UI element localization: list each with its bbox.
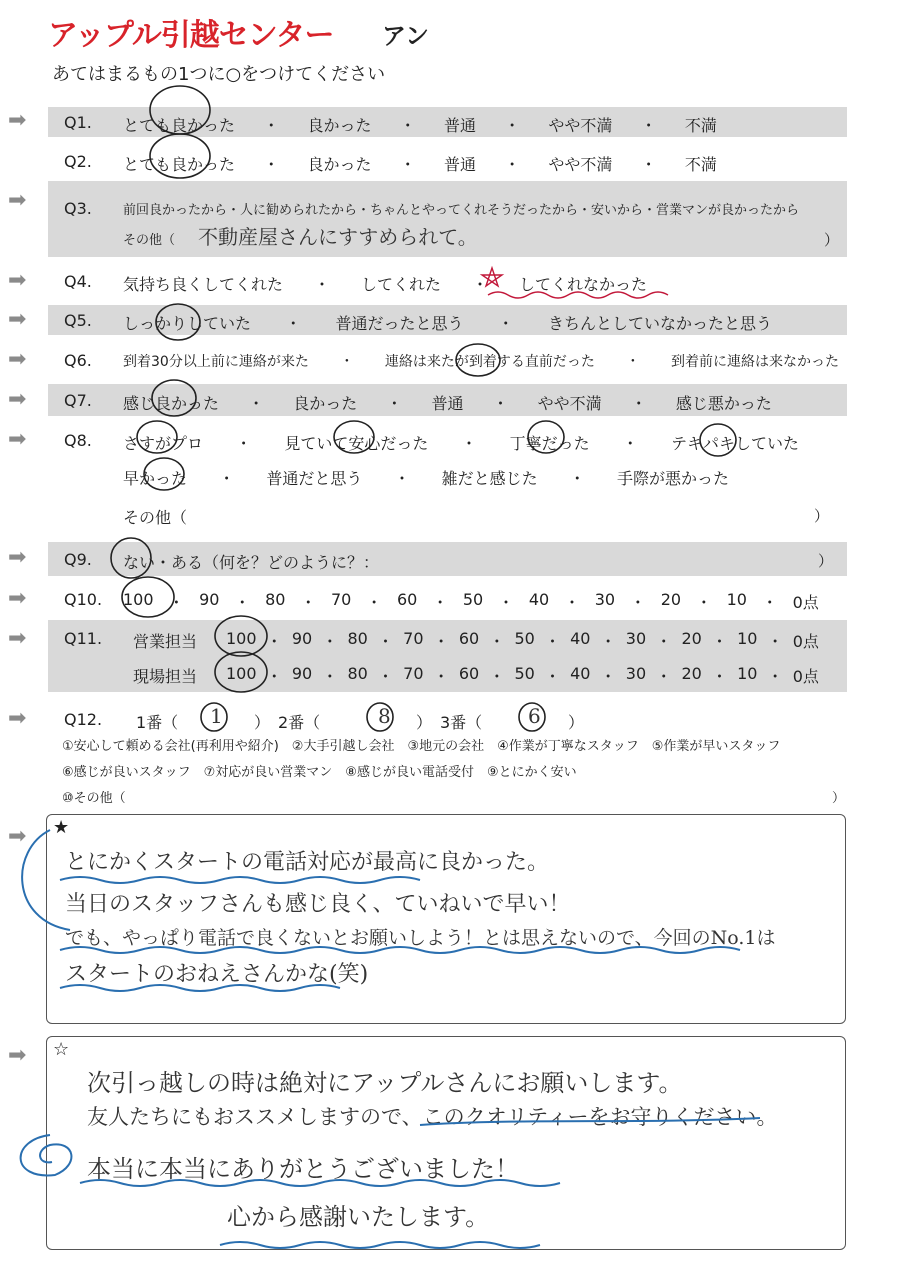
score-option[interactable]: 100	[226, 664, 257, 683]
option[interactable]: 到着前に連絡は来なかった	[670, 354, 839, 370]
answer-circle	[700, 424, 736, 456]
paren-close: ）	[813, 507, 829, 525]
option[interactable]: 到着30分以上前に連絡が来た	[123, 354, 309, 370]
rank-third-value[interactable]: 6	[528, 704, 541, 728]
separator: ・	[285, 314, 302, 333]
score-option[interactable]: 20	[681, 664, 702, 683]
score-option[interactable]: 30	[625, 629, 647, 648]
company-title-cont: アン	[382, 22, 430, 50]
handwritten-answer: 不動産屋さんにすすめられて。	[198, 225, 478, 249]
separator: ・	[625, 354, 640, 370]
paren-close: ）	[832, 791, 846, 806]
score-option[interactable]: 40	[570, 664, 591, 683]
separator: ・	[600, 667, 617, 686]
option[interactable]: 不満	[684, 116, 717, 135]
score-option[interactable]: 90	[199, 590, 220, 609]
separator: ・	[366, 593, 383, 612]
separator: ・	[544, 632, 561, 651]
blue-wavy-line	[60, 947, 740, 953]
separator: ・	[492, 394, 509, 413]
blue-wavy-line	[220, 1242, 540, 1248]
separator: ・	[655, 667, 672, 686]
arrow-right-icon: ➡	[8, 545, 27, 570]
question-label: Q3.	[64, 199, 92, 218]
rank-first-value[interactable]: 1	[210, 704, 223, 728]
separator: ・	[498, 593, 515, 612]
option[interactable]: きちんとしていなかったと思う	[547, 314, 772, 333]
separator: ・	[321, 632, 338, 651]
legend-line: ①安心して頼める会社(再利用や紹介) ②大手引越し会社 ③地元の会社 ④作業が丁寧なスタッフ ⑤作業が早いスタッフ	[62, 739, 781, 754]
separator: ・	[471, 275, 488, 294]
blue-spiral	[21, 1135, 72, 1175]
question-label: Q12.	[64, 710, 103, 729]
question-label: Q9.	[64, 550, 92, 569]
arrow-right-icon: ➡	[8, 824, 27, 849]
option[interactable]: 気持ち良くしてくれた	[123, 275, 284, 294]
separator: ・	[377, 632, 394, 651]
answer-circle	[201, 703, 227, 731]
arrow-right-icon: ➡	[8, 427, 27, 452]
option[interactable]: 見ていて安心だった	[284, 434, 429, 453]
score-option[interactable]: 0点	[792, 632, 819, 651]
legend-other: ⑩その他（	[62, 791, 126, 806]
handwritten-line: 当日のスタッフさんも感じ良く、ていねいで早い！	[65, 892, 571, 917]
company-title: アップル引越センター	[48, 18, 334, 53]
separator: ・	[248, 394, 265, 413]
separator: ・	[433, 632, 450, 651]
option[interactable]: 丁寧だった	[509, 434, 590, 453]
option[interactable]: さすがプロ	[123, 434, 204, 453]
separator: ・	[655, 632, 672, 651]
arrow-right-icon: ➡	[8, 1043, 27, 1068]
answer-circle	[215, 652, 267, 692]
answer-circle	[334, 421, 374, 453]
question-label: Q2.	[64, 152, 92, 171]
answer-circle	[152, 380, 196, 416]
handwritten-line: 心から感謝いたします。	[227, 1203, 490, 1231]
separator: ・	[767, 667, 784, 686]
separator: ・	[488, 667, 505, 686]
answer-circle	[367, 703, 393, 731]
answer-circle	[528, 421, 564, 453]
question-label: Q6.	[64, 351, 92, 370]
score-option[interactable]: 40	[528, 590, 550, 609]
score-option[interactable]: 50	[462, 590, 484, 609]
handwritten-line: とにかくスタートの電話対応が最高に良かった。	[65, 850, 550, 875]
handwritten-line: でも、やっぱり電話で良くないとお願いしよう！とは思えないので、今回のNo.1は	[65, 927, 776, 949]
score-option[interactable]: 100	[123, 590, 154, 609]
question-label: Q4.	[64, 272, 92, 291]
arrow-right-icon: ➡	[8, 347, 27, 372]
answer-circle	[144, 458, 184, 490]
answer-circle	[456, 344, 500, 376]
score-option[interactable]: 60	[458, 664, 480, 683]
separator: ・	[630, 394, 647, 413]
separator: ・	[168, 593, 185, 612]
answer-circle	[111, 538, 151, 578]
option[interactable]: 普通	[443, 116, 476, 135]
separator: ・	[563, 593, 580, 612]
option[interactable]: 普通	[431, 394, 464, 413]
option[interactable]: 連絡は来たが到着する直前だった	[384, 354, 595, 370]
separator: ・	[235, 434, 252, 453]
option[interactable]: 手際が悪かった	[616, 469, 729, 488]
score-option[interactable]: 20	[681, 629, 702, 648]
separator: ・	[695, 593, 712, 612]
sales-label: 営業担当	[133, 632, 198, 651]
separator: ・	[218, 469, 235, 488]
option[interactable]: やや不満	[548, 116, 613, 135]
question-label: Q8.	[64, 431, 92, 450]
rank-end: ）	[568, 713, 585, 732]
red-star-mark	[482, 268, 502, 286]
score-option[interactable]: 70	[403, 629, 424, 648]
option[interactable]: しっかりしていた	[123, 314, 252, 333]
option[interactable]: してくれなかった	[518, 275, 647, 294]
separator: ・	[300, 593, 317, 612]
arrow-right-icon: ➡	[8, 706, 27, 731]
separator: ・	[377, 667, 394, 686]
score-option[interactable]: 50	[514, 629, 535, 648]
arrow-right-icon: ➡	[8, 387, 27, 412]
question-label: Q7.	[64, 391, 92, 410]
legend-line: ⑥感じが良いスタッフ ⑦対応が良い営業マン ⑧感じが良い電話受付 ⑨とにかく安い	[62, 765, 577, 780]
separator: ・	[504, 116, 521, 135]
red-wavy-underline	[488, 292, 668, 298]
score-option[interactable]: 0点	[792, 593, 819, 612]
question-label: Q10.	[64, 590, 103, 609]
score-option[interactable]: 10	[726, 590, 747, 609]
option[interactable]: 良かった	[307, 155, 372, 174]
score-option[interactable]: 0点	[792, 667, 819, 686]
option[interactable]: してくれた	[360, 275, 441, 294]
separator: ・	[600, 632, 617, 651]
option[interactable]: 普通だったと思う	[335, 314, 464, 333]
separator: ・	[488, 632, 505, 651]
option[interactable]: 普通	[443, 155, 476, 174]
score-option[interactable]: 80	[265, 590, 286, 609]
separator: ・	[622, 434, 639, 453]
separator: ・	[761, 593, 778, 612]
separator: ・	[339, 354, 354, 370]
separator: ・	[767, 632, 784, 651]
rank-third-label: ） 3番（	[416, 713, 483, 732]
arrow-right-icon: ➡	[8, 108, 27, 133]
rank-second-value[interactable]: 8	[378, 704, 391, 728]
answer-circle	[519, 703, 545, 731]
separator: ・	[711, 667, 728, 686]
handwritten-line: スタートのおねえさんかな(笑)	[65, 962, 369, 987]
score-option[interactable]: 100	[226, 629, 257, 648]
separator: ・	[234, 593, 251, 612]
score-option[interactable]: 70	[331, 590, 352, 609]
option[interactable]: とても良かった	[123, 116, 236, 135]
separator: ・	[460, 434, 477, 453]
score-option[interactable]: 50	[514, 664, 535, 683]
separator: ・	[497, 314, 514, 333]
separator: ・	[266, 667, 283, 686]
paren-close: ）	[817, 552, 833, 570]
instruction-text: あてはまるもの1つに○をつけてください	[52, 64, 386, 85]
answer-circle	[122, 577, 174, 617]
answer-circle	[150, 86, 210, 134]
separator: ・	[711, 632, 728, 651]
answer-circle	[156, 304, 200, 340]
option[interactable]: 良かった	[293, 394, 358, 413]
score-option[interactable]: 80	[347, 664, 368, 683]
separator: ・	[640, 116, 657, 135]
separator: ・	[433, 667, 450, 686]
paren-close: ）	[823, 231, 839, 249]
question-label: Q11.	[64, 629, 103, 648]
blue-wavy-line	[80, 1180, 560, 1186]
separator: ・	[544, 667, 561, 686]
score-option[interactable]: 10	[737, 629, 758, 648]
star-icon: ★	[53, 817, 70, 838]
separator: ・	[399, 155, 416, 174]
arrow-right-icon: ➡	[8, 268, 27, 293]
site-label: 現場担当	[133, 667, 198, 686]
score-option[interactable]: 80	[347, 629, 368, 648]
option-list[interactable]: 前回良かったから・人に勧められたから・ちゃんとやってくれそうだったから・安いから・営業マンが良かったから	[123, 203, 800, 218]
answer-circle	[137, 421, 177, 453]
score-option[interactable]: 20	[660, 590, 682, 609]
option[interactable]: やや不満	[537, 394, 602, 413]
blue-wavy-line	[60, 877, 420, 883]
option-list[interactable]: ない・ある（何を？どのように？：	[123, 553, 380, 572]
separator: ・	[321, 667, 338, 686]
question-label: Q1.	[64, 113, 92, 132]
handwritten-line: 次引っ越しの時は絶対にアップルさんにお願いします。	[87, 1069, 683, 1097]
arrow-right-icon: ➡	[8, 626, 27, 651]
option[interactable]: 普通だと思う	[266, 469, 363, 488]
other-label: その他（	[123, 508, 188, 527]
score-option[interactable]: 30	[594, 590, 616, 609]
option[interactable]: 雑だと感じた	[441, 469, 538, 488]
rank-second-label: ） 2番（	[254, 713, 321, 732]
arrow-right-icon: ➡	[8, 188, 27, 213]
blue-wavy-line	[60, 985, 340, 991]
option[interactable]: 良かった	[307, 116, 372, 135]
separator: ・	[263, 116, 280, 135]
outline-star-icon: ☆	[53, 1039, 70, 1060]
separator: ・	[263, 155, 280, 174]
separator: ・	[640, 155, 657, 174]
option[interactable]: 感じ良かった	[123, 394, 220, 413]
separator: ・	[266, 632, 283, 651]
score-option[interactable]: 60	[458, 629, 480, 648]
answer-circle	[215, 616, 267, 656]
separator: ・	[399, 116, 416, 135]
question-label: Q5.	[64, 311, 92, 330]
separator: ・	[629, 593, 646, 612]
separator: ・	[432, 593, 449, 612]
separator: ・	[393, 469, 410, 488]
score-option[interactable]: 30	[625, 664, 647, 683]
answer-circle	[150, 134, 210, 178]
separator: ・	[313, 275, 330, 294]
option[interactable]: 不満	[684, 155, 717, 174]
rank-first-label: 1番（	[136, 713, 179, 732]
score-option[interactable]: 90	[291, 629, 313, 648]
separator: ・	[386, 394, 403, 413]
handwritten-line: 本当に本当にありがとうございました！	[87, 1155, 519, 1183]
score-option[interactable]: 60	[396, 590, 418, 609]
score-option[interactable]: 40	[570, 629, 591, 648]
other-label: その他（	[123, 233, 176, 248]
score-option[interactable]: 10	[737, 664, 758, 683]
option[interactable]: テキパキしていた	[670, 434, 799, 453]
option[interactable]: 早かった	[123, 469, 188, 488]
separator: ・	[504, 155, 521, 174]
arrow-right-icon: ➡	[8, 586, 27, 611]
separator: ・	[569, 469, 586, 488]
option[interactable]: やや不満	[548, 155, 613, 174]
blue-underline	[420, 1118, 760, 1125]
score-option[interactable]: 70	[403, 664, 424, 683]
score-option[interactable]: 90	[291, 664, 313, 683]
handwritten-line: 友人たちにもおススメしますので、このクオリティーをお守りください。	[87, 1105, 778, 1129]
option[interactable]: 感じ悪かった	[675, 394, 772, 413]
option[interactable]: とても良かった	[123, 155, 236, 174]
arrow-right-icon: ➡	[8, 307, 27, 332]
